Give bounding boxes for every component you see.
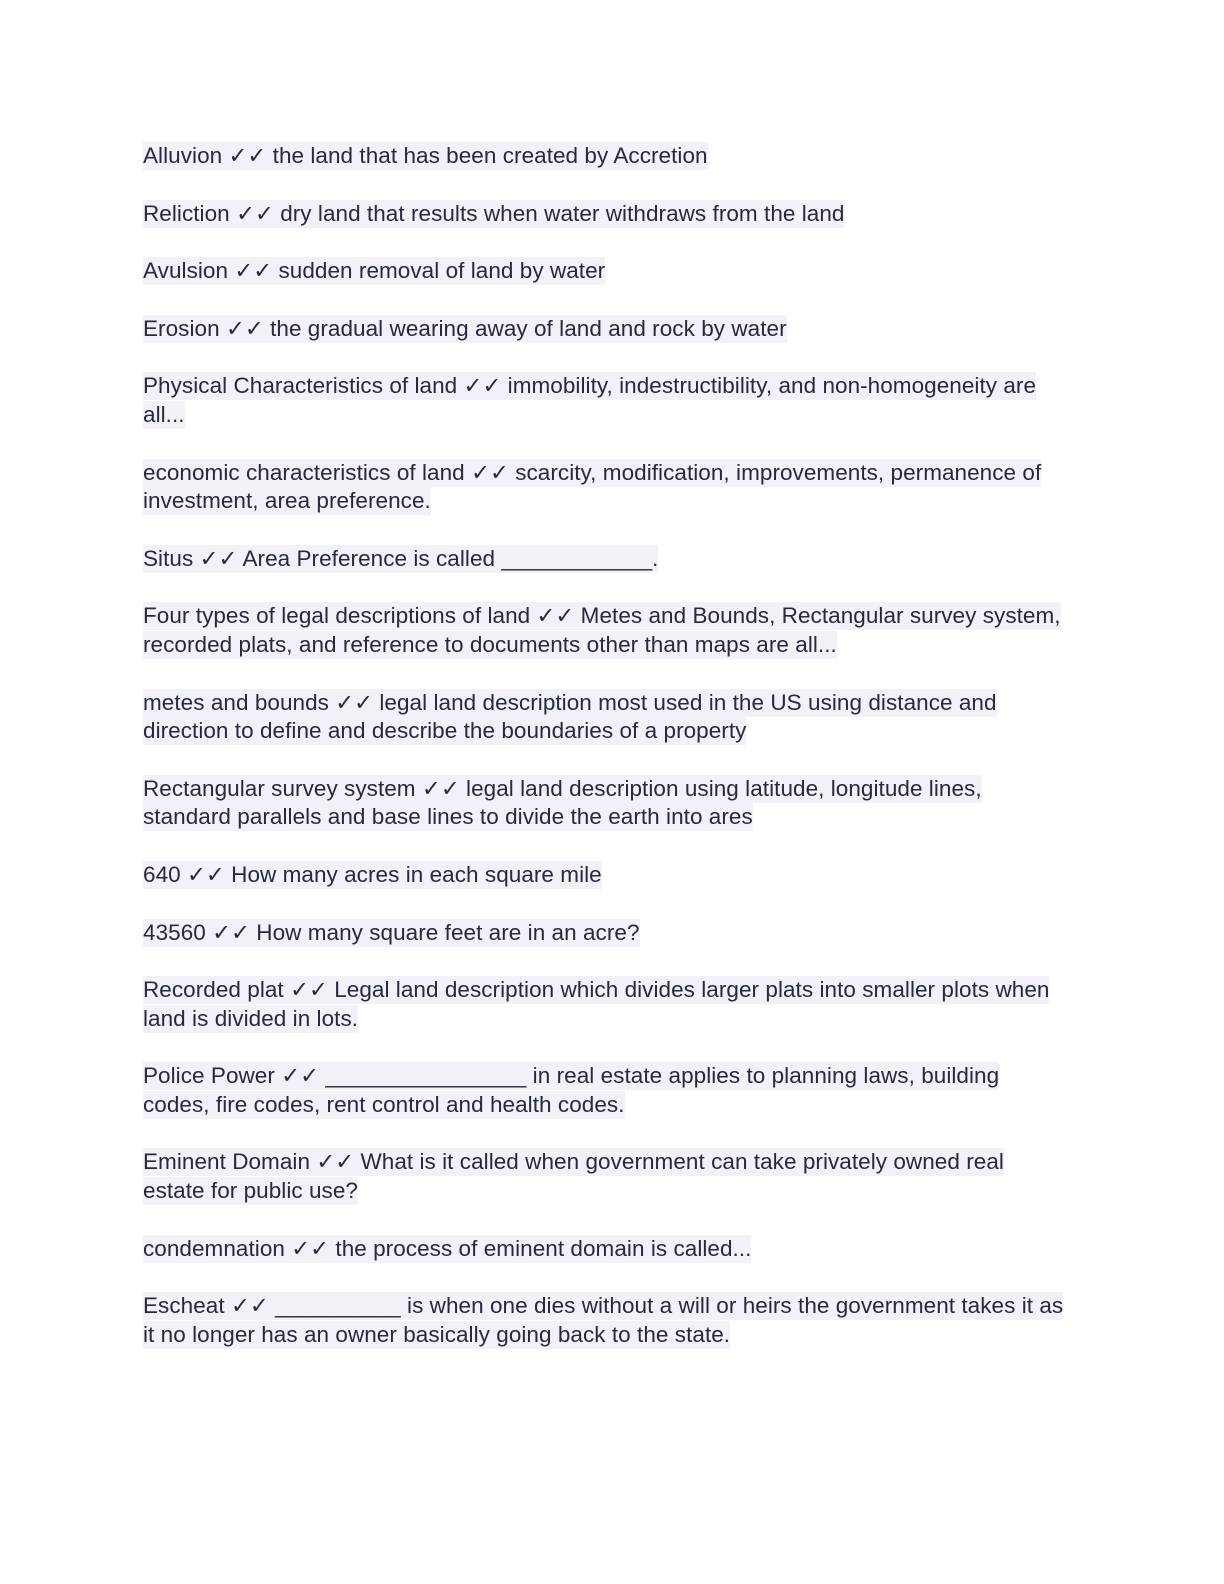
entry-highlight (143, 459, 1041, 516)
entry-definition: dry land that results when water withdraws from the land (280, 200, 845, 226)
entry-definition: the land that has been created by Accretion (272, 143, 708, 168)
entry-highlight (143, 775, 982, 832)
entry-640 (143, 861, 1068, 890)
entry-term: Avulsion (143, 258, 229, 284)
entry-highlight (143, 1235, 751, 1263)
entry-definition: legal land description using latitude, longitude lines, standard parallels and base lines to divide the earth into ares (143, 775, 982, 830)
entry-erosion (143, 315, 1068, 344)
entry-term: Police Power (143, 1063, 275, 1089)
double-check-icon: ✓✓ (291, 1235, 330, 1261)
entry-term: Alluvion (143, 143, 223, 168)
entry-police-power (143, 1062, 1068, 1119)
double-check-icon: ✓✓ (290, 977, 328, 1003)
entry-definition: sudden removal of land by water (278, 258, 606, 284)
entry-term: Erosion (143, 315, 220, 341)
entry-highlight (143, 315, 787, 343)
double-check-icon: ✓✓ (187, 861, 225, 887)
double-check-icon: ✓✓ (228, 143, 267, 168)
entry-reliction (143, 200, 1068, 229)
entry-highlight (143, 1062, 999, 1119)
entry-highlight (143, 545, 658, 573)
entry-term: Physical Characteristics of land (143, 373, 458, 399)
entry-definition: Metes and Bounds, Rectangular survey system, recorded plats, and reference to documents other than maps are all... (143, 603, 1061, 657)
double-check-icon: ✓✓ (471, 459, 509, 485)
entry-definition: How many square feet are in an acre? (256, 919, 640, 945)
entry-definition: the gradual wearing away of land and rock by water (270, 315, 787, 341)
entry-highlight (143, 861, 602, 889)
entry-economic-characteristics (143, 459, 1068, 516)
entry-situs (143, 545, 1068, 574)
entry-definition: the process of eminent domain is called... (335, 1235, 752, 1261)
double-check-icon: ✓✓ (230, 1293, 269, 1319)
entry-definition: __________ is when one dies without a will or heirs the government takes it as it no longer has an owner basically going back to the state. (143, 1293, 1064, 1347)
entry-highlight (143, 1148, 1004, 1205)
double-check-icon: ✓✓ (236, 200, 274, 226)
entry-physical-characteristics (143, 372, 1068, 429)
entry-term: Recorded plat (143, 977, 284, 1003)
entry-term: condemnation (143, 1235, 285, 1261)
double-check-icon: ✓✓ (212, 919, 250, 945)
double-check-icon: ✓✓ (234, 258, 273, 284)
entry-legal-descriptions (143, 602, 1068, 659)
entry-term: Reliction (143, 200, 230, 226)
double-check-icon: ✓✓ (536, 603, 575, 629)
entry-term: 640 (143, 861, 181, 887)
entry-definition: ________________ in real estate applies to planning laws, building codes, fire codes, rent control and health codes. (143, 1063, 1000, 1117)
double-check-icon: ✓✓ (225, 315, 264, 341)
entry-definition: How many acres in each square mile (231, 861, 602, 887)
entry-highlight (143, 1292, 1063, 1349)
double-check-icon: ✓✓ (463, 373, 502, 399)
entry-alluvion (143, 142, 1068, 171)
double-check-icon: ✓✓ (199, 545, 238, 571)
entry-highlight (143, 200, 845, 228)
entry-definition: Legal land description which divides larger plats into smaller plots when land is divided in lots. (143, 977, 1050, 1031)
entry-term: Four types of legal descriptions of land (143, 603, 531, 629)
document-page (143, 142, 1068, 1378)
entry-definition: What is it called when government can take privately owned real estate for public use? (143, 1149, 1004, 1204)
entry-highlight (143, 919, 640, 947)
double-check-icon: ✓✓ (316, 1149, 355, 1175)
entry-term: Eminent Domain (143, 1149, 311, 1175)
double-check-icon: ✓✓ (421, 775, 460, 801)
entry-escheat (143, 1292, 1068, 1349)
entry-recorded-plat (143, 976, 1068, 1033)
double-check-icon: ✓✓ (335, 689, 374, 715)
entry-term: 43560 (143, 919, 206, 945)
entry-highlight (143, 976, 1049, 1033)
entry-definition: Area Preference is called ____________. (242, 545, 659, 571)
entry-term: Rectangular survey system (143, 775, 416, 801)
entry-metes-and-bounds (143, 689, 1068, 746)
entry-43560 (143, 919, 1068, 948)
entry-definition: legal land description most used in the US using distance and direction to define and describe the boundaries of a property (143, 689, 997, 744)
entry-highlight (143, 257, 605, 285)
entry-term: Escheat (143, 1293, 225, 1319)
entry-highlight (143, 602, 1061, 659)
entry-definition: immobility, indestructibility, and non-homogeneity are all... (143, 373, 1037, 427)
entry-highlight (143, 689, 997, 746)
entry-rectangular-survey (143, 775, 1068, 832)
entry-eminent-domain (143, 1148, 1068, 1205)
entry-term: metes and bounds (143, 689, 329, 715)
entry-avulsion (143, 257, 1068, 286)
entry-condemnation (143, 1235, 1068, 1264)
entry-term: Situs (143, 545, 194, 571)
entry-highlight (143, 142, 708, 170)
double-check-icon: ✓✓ (281, 1063, 320, 1089)
entry-term: economic characteristics of land (143, 459, 465, 485)
entry-highlight (143, 372, 1036, 429)
entry-definition: scarcity, modification, improvements, permanence of investment, area preference. (143, 459, 1042, 514)
